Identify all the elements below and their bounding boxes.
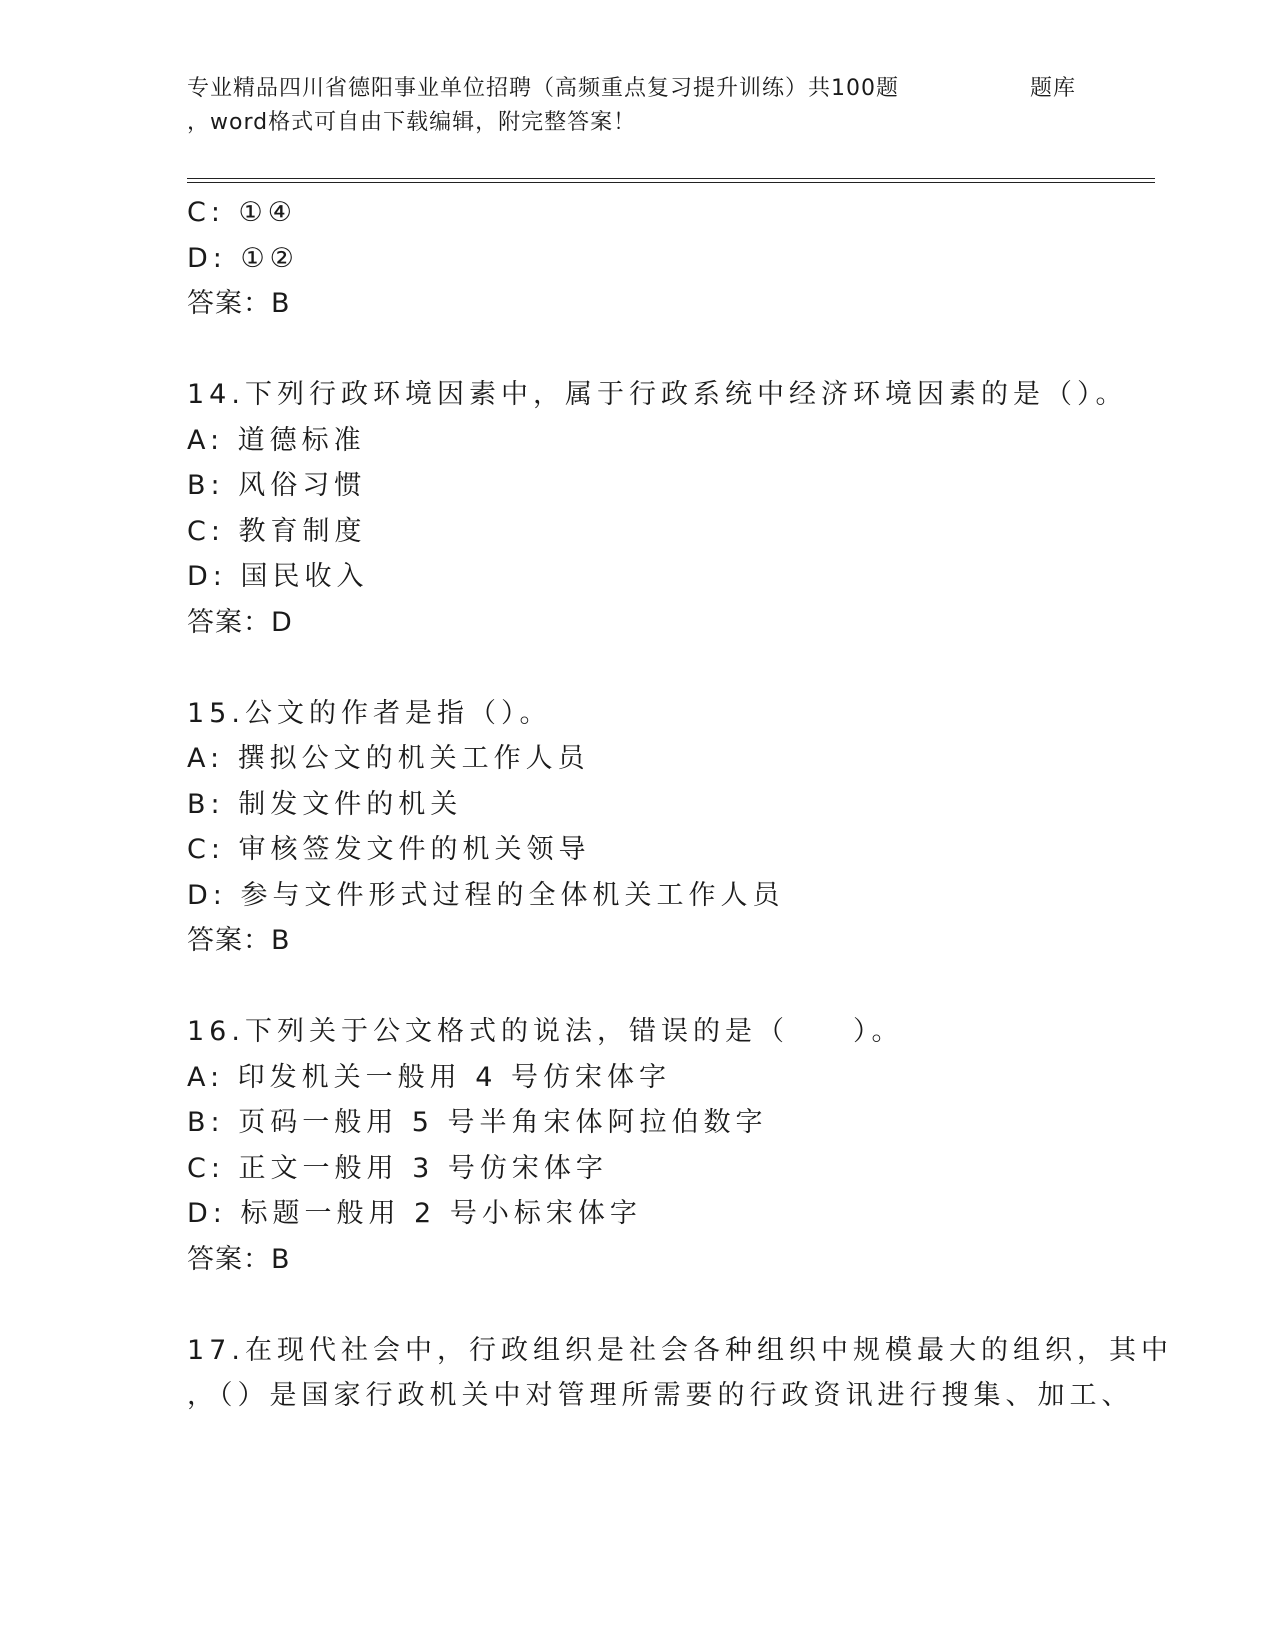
question-text: 14.下列行政环境因素中，属于行政系统中经济环境因素的是（）。 bbox=[187, 379, 1128, 410]
option-b: B: 制发文件的机关 bbox=[187, 788, 463, 820]
option-b: B: 风俗习惯 bbox=[187, 470, 367, 501]
option-b: B: 页码一般用 5 号半角宋体阿拉伯数字 bbox=[187, 1107, 768, 1138]
header-divider-top bbox=[187, 178, 1155, 179]
option-c: C: 教育制度 bbox=[187, 515, 367, 547]
header-divider-bottom bbox=[187, 182, 1155, 183]
answer-line: 答案：B bbox=[187, 1243, 291, 1275]
option-d: D: 标题一般用 2 号小标宋体字 bbox=[187, 1198, 642, 1229]
option-d: D: 国民收入 bbox=[187, 561, 369, 592]
answer-line: 答案：B bbox=[187, 925, 291, 956]
option-c: C: 审核签发文件的机关领导 bbox=[187, 834, 591, 865]
option-a: A: 印发机关一般用 4 号仿宋体字 bbox=[187, 1061, 672, 1093]
question-text-continued: ，（）是国家行政机关中对管理所需要的行政资讯进行搜集、加工、 bbox=[187, 1380, 1134, 1411]
option-a: A: 道德标准 bbox=[187, 424, 366, 456]
question-text: 16.下列关于公文格式的说法，错误的是（ ）。 bbox=[187, 1016, 904, 1047]
spacer bbox=[187, 327, 1087, 373]
spacer bbox=[187, 964, 1087, 1010]
header-title-line1: 专业精品四川省德阳事业单位招聘（高频重点复习提升训练）共100题 bbox=[187, 76, 899, 101]
document-header bbox=[187, 72, 1087, 140]
header-title-line2: ，word格式可自由下载编辑，附完整答案！ bbox=[187, 110, 637, 135]
option-c: C: ①④ bbox=[187, 197, 297, 228]
document-body bbox=[187, 190, 1173, 1419]
header-tag: 题库 bbox=[1030, 76, 1077, 101]
question-text: 15.公文的作者是指（）。 bbox=[187, 697, 552, 729]
question-text: 17.在现代社会中，行政组织是社会各种组织中规模最大的组织，其中 bbox=[187, 1334, 1173, 1366]
spacer bbox=[187, 1282, 1087, 1328]
spacer bbox=[187, 645, 1087, 691]
answer-line: 答案：B bbox=[187, 288, 291, 319]
option-a: A: 撰拟公文的机关工作人员 bbox=[187, 743, 590, 774]
option-c: C: 正文一般用 3 号仿宋体字 bbox=[187, 1152, 608, 1184]
option-d: D: ①② bbox=[187, 242, 299, 274]
option-d: D: 参与文件形式过程的全体机关工作人员 bbox=[187, 879, 785, 911]
answer-line: 答案：D bbox=[187, 606, 293, 638]
